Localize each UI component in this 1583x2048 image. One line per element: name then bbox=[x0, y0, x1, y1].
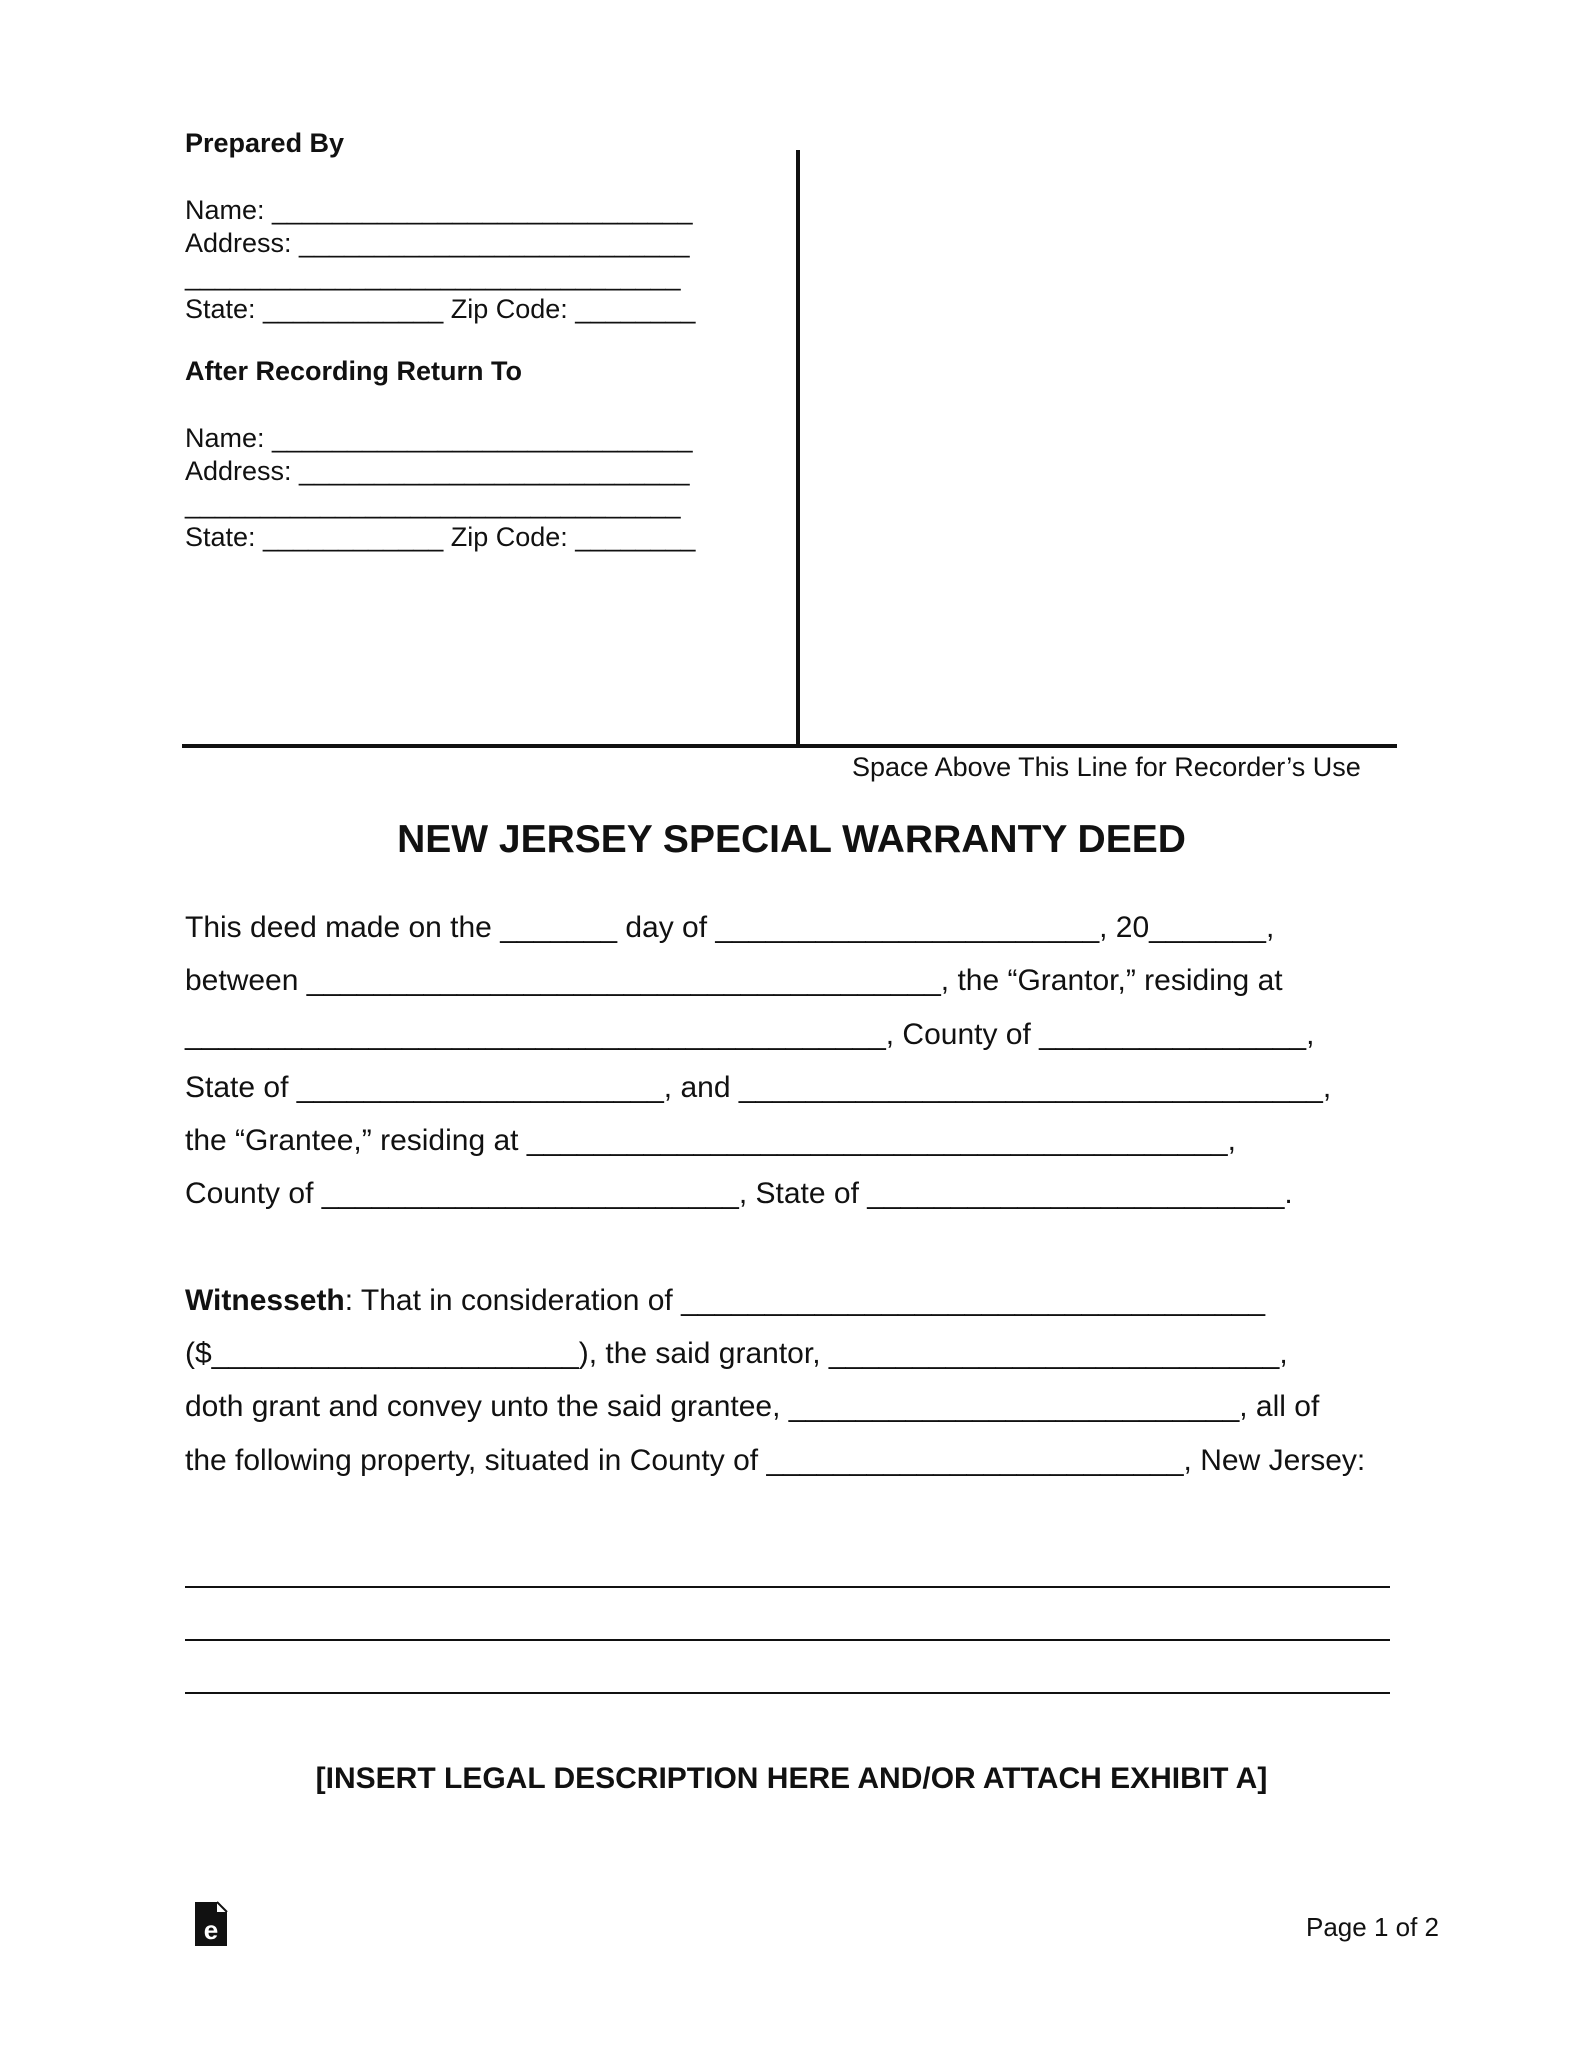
return-to-address-line2[interactable]: _________________________________ bbox=[185, 489, 681, 519]
witnesseth-line-4[interactable]: the following property, situated in County of _________________________, New Jersey: bbox=[185, 1444, 1366, 1477]
witnesseth-consideration: : That in consideration of ___________________________________ bbox=[344, 1284, 1266, 1317]
prepared-by-address-field[interactable]: Address: __________________________ bbox=[185, 228, 690, 258]
prepared-by-address-line2[interactable]: _________________________________ bbox=[185, 261, 681, 291]
deed-line-4[interactable]: State of ______________________, and ___________________________________, bbox=[185, 1071, 1332, 1104]
prepared-by-name-field[interactable]: Name: ____________________________ bbox=[185, 195, 693, 225]
return-to-state-zip-field[interactable]: State: ____________ Zip Code: ________ bbox=[185, 522, 696, 552]
deed-line-5[interactable]: the “Grantee,” residing at __________________________________________, bbox=[185, 1124, 1236, 1157]
deed-line-6[interactable]: County of _________________________, State of _________________________. bbox=[185, 1177, 1293, 1210]
document-title: NEW JERSEY SPECIAL WARRANTY DEED bbox=[397, 818, 1186, 861]
return-to-address-field[interactable]: Address: __________________________ bbox=[185, 456, 690, 486]
return-to-heading: After Recording Return To bbox=[185, 356, 522, 386]
deed-line-1[interactable]: This deed made on the _______ day of _______________________, 20_______, bbox=[185, 911, 1275, 944]
prepared-by-heading: Prepared By bbox=[185, 128, 345, 158]
witnesseth-line-1[interactable] bbox=[185, 1284, 1265, 1318]
legal-description-line-1[interactable] bbox=[185, 1586, 1390, 1588]
page-number: Page 1 of 2 bbox=[1306, 1912, 1439, 1942]
svg-text:e: e bbox=[203, 1915, 219, 1945]
witnesseth-label: Witnesseth bbox=[185, 1284, 345, 1317]
insert-legal-description-note: [INSERT LEGAL DESCRIPTION HERE AND/OR ATTACH EXHIBIT A] bbox=[315, 1762, 1268, 1795]
eforms-logo-icon bbox=[193, 1900, 229, 1948]
recorder-note: Space Above This Line for Recorder’s Use bbox=[852, 752, 1361, 782]
deed-line-3[interactable]: __________________________________________, County of ________________, bbox=[185, 1018, 1315, 1051]
prepared-by-state-zip-field[interactable]: State: ____________ Zip Code: ________ bbox=[185, 294, 696, 324]
recorder-space-line bbox=[182, 744, 1397, 748]
return-to-name-field[interactable]: Name: ____________________________ bbox=[185, 423, 693, 453]
witnesseth-line-3[interactable]: doth grant and convey unto the said grantee, ___________________________, all of bbox=[185, 1390, 1320, 1423]
legal-description-line-2[interactable] bbox=[185, 1639, 1390, 1641]
legal-description-line-3[interactable] bbox=[185, 1692, 1390, 1694]
witnesseth-line-2[interactable]: ($______________________), the said grantor, ___________________________, bbox=[185, 1337, 1288, 1370]
vertical-divider bbox=[796, 150, 800, 744]
deed-line-2[interactable]: between ______________________________________, the “Grantor,” residing at bbox=[185, 964, 1283, 997]
